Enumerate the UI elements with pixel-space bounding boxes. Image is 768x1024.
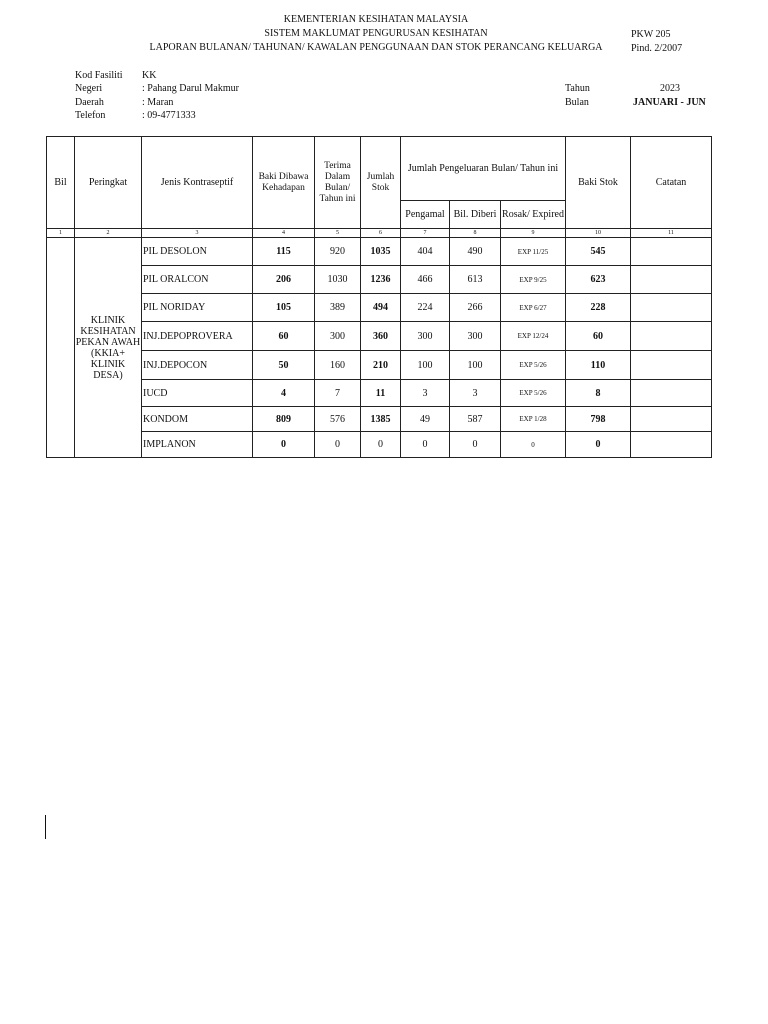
daerah-value: : Maran — [142, 97, 174, 108]
jenis-cell: PIL NORIDAY — [142, 294, 253, 322]
baki-dibawa-cell: 4 — [253, 380, 315, 407]
catatan-cell — [631, 380, 712, 407]
header-rosak-expired: Rosak/ Expired — [501, 201, 566, 229]
jenis-cell: INJ.DEPOPROVERA — [142, 322, 253, 351]
column-number: 6 — [361, 229, 401, 238]
table-row — [47, 351, 712, 380]
tahun-label: Tahun — [565, 83, 590, 94]
rosak-cell: EXP 1/28 — [501, 407, 566, 432]
pengamal-cell: 49 — [401, 407, 450, 432]
bil-diberi-cell: 100 — [450, 351, 501, 380]
baki-dibawa-cell: 115 — [253, 238, 315, 266]
tahun-value: 2023 — [660, 83, 680, 94]
table-row — [47, 238, 712, 266]
pengamal-cell: 300 — [401, 322, 450, 351]
bil-diberi-cell: 613 — [450, 266, 501, 294]
jumlah-stok-cell: 1035 — [361, 238, 401, 266]
form-revision: Pind. 2/2007 — [631, 43, 683, 54]
text-cursor — [45, 815, 46, 839]
catatan-cell — [631, 351, 712, 380]
terima-cell: 0 — [315, 432, 361, 458]
baki-stok-cell: 228 — [566, 294, 631, 322]
table-row — [47, 380, 712, 407]
pengamal-cell: 404 — [401, 238, 450, 266]
terima-cell: 300 — [315, 322, 361, 351]
negeri-label: Negeri — [75, 83, 103, 94]
kod-fasiliti-label: Kod Fasiliti — [75, 70, 123, 81]
negeri-value: : Pahang Darul Makmur — [142, 83, 239, 94]
terima-cell: 7 — [315, 380, 361, 407]
catatan-cell — [631, 266, 712, 294]
bil-diberi-cell: 300 — [450, 322, 501, 351]
baki-dibawa-cell: 0 — [253, 432, 315, 458]
jenis-cell: PIL DESOLON — [142, 238, 253, 266]
column-number: 10 — [566, 229, 631, 238]
baki-stok-cell: 798 — [566, 407, 631, 432]
column-number: 5 — [315, 229, 361, 238]
rosak-cell: EXP 12/24 — [501, 322, 566, 351]
baki-dibawa-cell: 50 — [253, 351, 315, 380]
header-jumlah-stok: Jumlah Stok — [361, 137, 401, 229]
jumlah-stok-cell: 0 — [361, 432, 401, 458]
system-title: SISTEM MAKLUMAT PENGURUSAN KESIHATAN — [264, 28, 488, 39]
catatan-cell — [631, 322, 712, 351]
bil-diberi-cell: 0 — [450, 432, 501, 458]
jumlah-stok-cell: 360 — [361, 322, 401, 351]
pengamal-cell: 224 — [401, 294, 450, 322]
rosak-cell: EXP 5/26 — [501, 380, 566, 407]
column-number: 7 — [401, 229, 450, 238]
bil-diberi-cell: 3 — [450, 380, 501, 407]
jenis-cell: IMPLANON — [142, 432, 253, 458]
rosak-cell: EXP 9/25 — [501, 266, 566, 294]
jenis-cell: KONDOM — [142, 407, 253, 432]
jenis-cell: PIL ORALCON — [142, 266, 253, 294]
baki-stok-cell: 110 — [566, 351, 631, 380]
stock-table — [46, 136, 712, 458]
baki-stok-cell: 623 — [566, 266, 631, 294]
rosak-cell: 0 — [501, 432, 566, 458]
header-terima: Terima Dalam Bulan/ Tahun ini — [315, 137, 361, 229]
terima-cell: 576 — [315, 407, 361, 432]
bulan-value: JANUARI - JUN — [633, 97, 706, 108]
header-bil-diberi: Bil. Diberi — [450, 201, 501, 229]
peringkat-cell: KLINIK KESIHATAN PEKAN AWAH (KKIA+ KLINIK DESA) — [75, 238, 142, 458]
table-row — [47, 407, 712, 432]
bil-diberi-cell: 266 — [450, 294, 501, 322]
column-number-row — [47, 229, 712, 238]
baki-stok-cell: 0 — [566, 432, 631, 458]
catatan-cell — [631, 432, 712, 458]
jumlah-stok-cell: 11 — [361, 380, 401, 407]
header-baki-stok: Baki Stok — [566, 137, 631, 229]
table-row — [47, 432, 712, 458]
jumlah-stok-cell: 1385 — [361, 407, 401, 432]
bulan-label: Bulan — [565, 97, 589, 108]
daerah-label: Daerah — [75, 97, 104, 108]
header-baki-dibawa: Baki Dibawa Kehadapan — [253, 137, 315, 229]
column-number: 2 — [75, 229, 142, 238]
pengamal-cell: 466 — [401, 266, 450, 294]
baki-dibawa-cell: 105 — [253, 294, 315, 322]
terima-cell: 160 — [315, 351, 361, 380]
rosak-cell: EXP 11/25 — [501, 238, 566, 266]
column-number: 9 — [501, 229, 566, 238]
jenis-cell: INJ.DEPOCON — [142, 351, 253, 380]
telefon-value: : 09-4771333 — [142, 110, 196, 121]
baki-stok-cell: 60 — [566, 322, 631, 351]
column-number: 1 — [47, 229, 75, 238]
jenis-cell: IUCD — [142, 380, 253, 407]
header-peringkat: Peringkat — [75, 137, 142, 229]
column-number: 11 — [631, 229, 712, 238]
catatan-cell — [631, 407, 712, 432]
rosak-cell: EXP 5/26 — [501, 351, 566, 380]
header-jenis-kontraseptif: Jenis Kontraseptif — [142, 137, 253, 229]
header-pengamal: Pengamal — [401, 201, 450, 229]
report-title: LAPORAN BULANAN/ TAHUNAN/ KAWALAN PENGGUNAAN DAN STOK PERANCANG KELUARGA — [149, 42, 603, 53]
catatan-cell — [631, 294, 712, 322]
bil-cell — [47, 238, 75, 458]
baki-stok-cell: 545 — [566, 238, 631, 266]
terima-cell: 1030 — [315, 266, 361, 294]
kod-fasiliti-value: KK — [142, 70, 157, 81]
rosak-cell: EXP 6/27 — [501, 294, 566, 322]
column-number: 8 — [450, 229, 501, 238]
pengamal-cell: 3 — [401, 380, 450, 407]
baki-dibawa-cell: 206 — [253, 266, 315, 294]
ministry-title: KEMENTERIAN KESIHATAN MALAYSIA — [283, 14, 469, 25]
bil-diberi-cell: 587 — [450, 407, 501, 432]
jumlah-stok-cell: 1236 — [361, 266, 401, 294]
catatan-cell — [631, 238, 712, 266]
telefon-label: Telefon — [75, 110, 106, 121]
bil-diberi-cell: 490 — [450, 238, 501, 266]
pengamal-cell: 0 — [401, 432, 450, 458]
jumlah-stok-cell: 494 — [361, 294, 401, 322]
terima-cell: 389 — [315, 294, 361, 322]
pengamal-cell: 100 — [401, 351, 450, 380]
header-bil: Bil — [47, 137, 75, 229]
baki-dibawa-cell: 60 — [253, 322, 315, 351]
baki-dibawa-cell: 809 — [253, 407, 315, 432]
header-jumlah-pengeluaran: Jumlah Pengeluaran Bulan/ Tahun ini — [401, 137, 566, 201]
table-row — [47, 322, 712, 351]
column-number: 4 — [253, 229, 315, 238]
baki-stok-cell: 8 — [566, 380, 631, 407]
table-row — [47, 294, 712, 322]
header-catatan: Catatan — [631, 137, 712, 229]
column-number: 3 — [142, 229, 253, 238]
table-row — [47, 266, 712, 294]
terima-cell: 920 — [315, 238, 361, 266]
jumlah-stok-cell: 210 — [361, 351, 401, 380]
form-code: PKW 205 — [631, 29, 671, 40]
